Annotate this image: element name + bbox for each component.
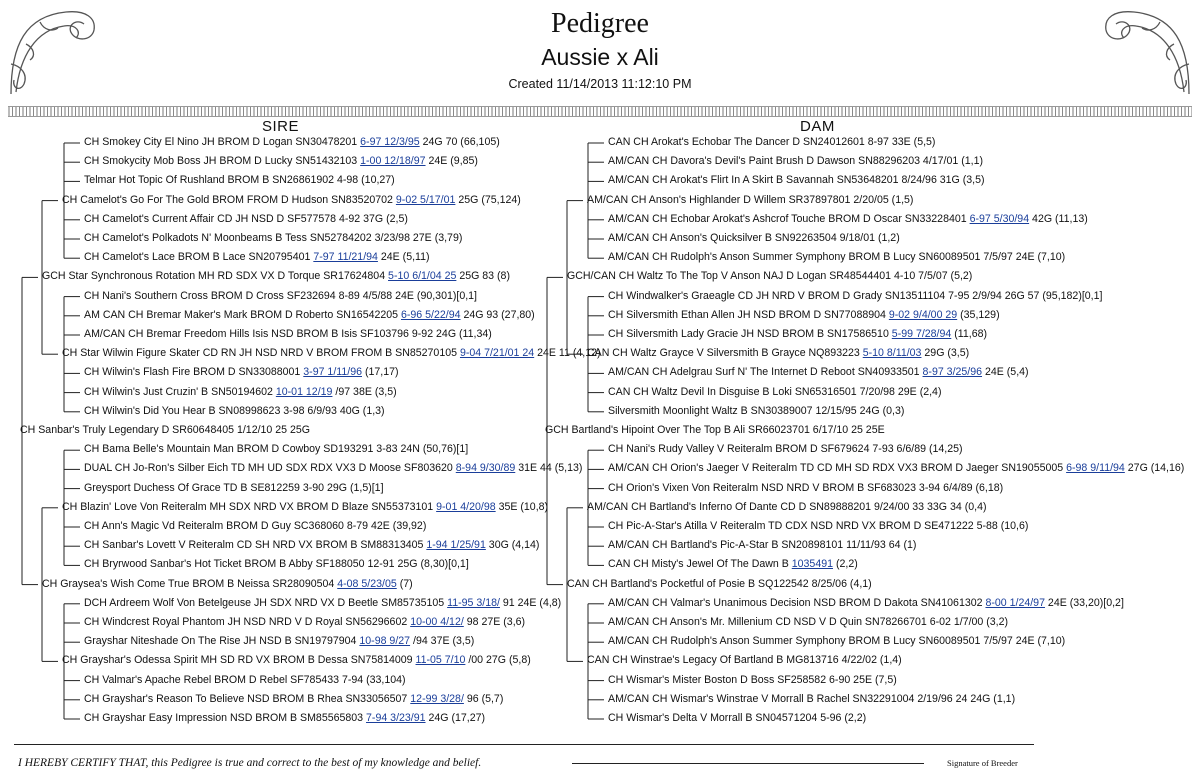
ancestor-name: AM/CAN CH Wismar's Winstrae V Morrall B Rachel SN32291004 2/19/96 24 24G (1,1) [608, 692, 1016, 705]
ancestor-name: CAN CH Arokat's Echobar The Dancer D SN24012601 8-97 33E (5,5) [608, 136, 936, 148]
ancestor-link[interactable]: 8-94 9/30/89 [455, 462, 516, 475]
ancestor-name: AM/CAN CH Echobar Arokat's Ashcrof Touche BROM D Oscar SN33228401 [608, 212, 967, 225]
ancestor-name: CAN CH Misty's Jewel Of The Dawn B [608, 558, 789, 571]
certification-statement: I HEREBY CERTIFY THAT, this Pedigree is true and correct to the best of my knowledge and belief. [18, 757, 482, 769]
ancestor-link[interactable]: 1035491 [791, 558, 833, 571]
sire-ancestor [84, 174, 395, 187]
ancestor-name: CH Camelot's Go For The Gold BROM FROM D Hudson SN83520702 [62, 193, 393, 206]
ancestor-link[interactable]: 9-02 9/4/00 29 [888, 308, 958, 321]
ancestor-name: CH Nani's Rudy Valley V Reiteralm BROM D SF679624 7-93 6/6/89 (14,25) [608, 443, 963, 456]
ancestor-details: /94 37E (3,5) [413, 635, 475, 648]
dam-ancestor [608, 616, 1008, 629]
ancestor-name: CH Smokey City El Nino JH BROM D Logan SN30478201 [84, 136, 358, 148]
sire-ancestor [84, 155, 478, 168]
ancestor-name: AM/CAN CH Orion's Jaeger V Reiteralm TD CD MH SD RDX VX3 BROM D Jaeger SN19055005 [608, 462, 1064, 475]
dam-ancestor [608, 155, 983, 168]
sire-ancestor [84, 635, 474, 648]
sire-ancestor [84, 712, 485, 725]
sire-ancestor [62, 501, 548, 514]
ancestor-name: CAN CH Bartland's Pocketful of Posie B SQ122542 8/25/06 (4,1) [567, 577, 872, 590]
dam-ancestor [587, 347, 969, 360]
ancestor-details: 30G (4,14) [488, 539, 540, 552]
ancestor-details: 91 24E (4,8) [502, 596, 562, 609]
ancestor-name: CH Orion's Vixen Von Reiteralm NSD NRD V BROM B SF683023 3-94 6/4/89 (6,18) [608, 481, 1004, 494]
dam-ancestor [608, 290, 1102, 303]
ancestor-details: 25G 83 (8) [459, 270, 510, 283]
ancestor-name: CH Wilwin's Just Cruzin' B SN50194602 [84, 385, 273, 398]
sire-ancestor [84, 136, 500, 149]
ancestor-details: 35E (10,8) [498, 500, 549, 513]
ancestor-link[interactable]: 6-97 12/3/95 [360, 136, 420, 148]
sire-ancestor [84, 443, 468, 456]
ancestor-name: CH Silversmith Ethan Allen JH NSD BROM D SN77088904 [608, 308, 886, 321]
ancestor-name: AM/CAN CH Arokat's Flirt In A Skirt B Savannah SN53648201 8/24/96 31G (3,5) [608, 174, 985, 187]
dam-ancestor [608, 597, 1124, 610]
dam-ancestor [608, 366, 1029, 379]
dam-ancestor [587, 654, 902, 667]
ancestor-name: Silversmith Moonlight Waltz B SN30389007 12/15/95 24G (0,3) [608, 404, 905, 417]
ancestor-details: (2,2) [835, 558, 858, 571]
ancestor-name: CH Camelot's Polkadots N' Moonbeams B Tess SN52784202 3/23/98 27E (3,79) [84, 232, 463, 244]
sire-ancestor [84, 597, 561, 610]
footer-rule [14, 744, 1034, 745]
ancestor-link[interactable]: 12-99 3/28/ [410, 692, 464, 705]
ancestor-link[interactable]: 3-97 1/11/96 [303, 366, 362, 379]
dam-ancestor [587, 501, 987, 514]
ancestor-name: CH Bama Belle's Mountain Man BROM D Cowboy SD193291 3-83 24N (50,76)[1] [84, 443, 469, 456]
ancestor-name: DCH Ardreem Wolf Von Betelgeuse JH SDX NRD VX D Beetle SM85735105 [84, 596, 445, 609]
dam-ancestor [608, 520, 1028, 533]
ancestor-name: AM/CAN CH Anson's Highlander D Willem SR37897801 2/20/05 (1,5) [587, 193, 914, 206]
ancestor-link[interactable]: 9-04 7/21/01 24 [459, 347, 535, 360]
ancestor-name: GCH Bartland's Hipoint Over The Top B Ali SR66023701 6/17/10 25 25E [545, 424, 885, 436]
signature-label: Signature of Breeder [947, 758, 1018, 768]
dam-ancestor [545, 424, 885, 437]
ancestor-link[interactable]: 7-94 3/23/91 [366, 712, 426, 724]
sire-ancestor [84, 539, 539, 552]
ancestor-name: CH Grayshar Easy Impression NSD BROM B SM85565803 [84, 712, 364, 724]
ancestor-details: 24E (9,85) [428, 155, 478, 168]
ancestor-link[interactable]: 9-02 5/17/01 [395, 193, 456, 206]
sire-ancestor [84, 213, 408, 226]
dam-ancestor [608, 443, 963, 456]
sire-ancestor [84, 482, 384, 495]
pedigree-subtitle: Aussie x Ali [541, 44, 659, 70]
created-timestamp: Created 11/14/2013 11:12:10 PM [508, 77, 692, 91]
dam-ancestor [608, 232, 900, 245]
ancestor-name: AM CAN CH Bremar Maker's Mark BROM D Roberto SN16542205 [84, 308, 399, 321]
ancestor-name: CH Ann's Magic Vd Reiteralm BROM D Guy SC368060 8-79 42E (39,92) [84, 520, 427, 532]
ancestor-details: (35,129) [960, 308, 1000, 321]
dam-ancestor [608, 558, 858, 571]
ancestor-name: CH Sanbar's Truly Legendary D SR60648405 1/12/10 25 25G [20, 424, 311, 436]
ancestor-link[interactable]: 11-95 3/18/ [447, 596, 500, 609]
ancestor-name: Telmar Hot Topic Of Rushland BROM B SN26861902 4-98 (10,27) [84, 174, 395, 187]
ancestor-name: CH Wilwin's Did You Hear B SN08998623 3-98 6/9/93 40G (1,3) [84, 404, 385, 417]
sire-ancestor [62, 347, 601, 360]
ancestor-link[interactable]: 11-05 7/10 [415, 654, 466, 667]
ancestor-details: 31E 44 (5,13) [518, 462, 583, 475]
ancestor-details: 42G (11,13) [1032, 212, 1088, 225]
ancestor-details: 24E (5,4) [984, 366, 1029, 379]
ancestor-name: AM/CAN CH Bartland's Pic-A-Star B SN20898101 11/11/93 64 (1) [608, 539, 917, 552]
ancestor-name: GCH/CAN CH Waltz To The Top V Anson NAJ D Logan SR48544401 4-10 7/5/07 (5,2) [567, 270, 973, 283]
sire-ancestor [84, 290, 477, 303]
dam-ancestor [567, 270, 972, 283]
ancestor-name: CH Silversmith Lady Gracie JH NSD BROM B SN17586510 [608, 328, 889, 340]
dam-ancestor [608, 405, 904, 418]
ancestor-link[interactable]: 8-97 3/25/96 [922, 366, 983, 379]
dam-ancestor [608, 712, 866, 725]
ancestor-link[interactable]: 6-97 5/30/94 [969, 212, 1030, 225]
dam-ancestor [608, 136, 935, 149]
ancestor-name: DUAL CH Jo-Ron's Silber Eich TD MH UD SDX RDX VX3 D Moose SF803620 [84, 462, 453, 475]
ancestor-link[interactable]: 10-00 4/12/ [410, 616, 464, 628]
dam-ancestor [608, 539, 916, 552]
ancestor-details: 24G 93 (27,80) [463, 308, 535, 321]
sire-ancestor [20, 424, 310, 437]
ancestor-details: 29G (3,5) [924, 347, 970, 360]
sire-ancestor [84, 405, 385, 418]
ancestor-details: 24E (5,11) [380, 251, 430, 264]
sire-ancestor [42, 270, 510, 283]
ancestor-name: CH Grayshar's Odessa Spirit MH SD RD VX BROM B Dessa SN75814009 [62, 654, 413, 667]
sire-ancestor [84, 366, 399, 379]
ancestor-name: AM/CAN CH Bremar Freedom Hills Isis NSD BROM B Isis SF103796 9-92 24G (11,34) [84, 328, 492, 340]
ancestor-name: CH Valmar's Apache Rebel BROM D Rebel SF785433 7-94 (33,104) [84, 673, 406, 686]
sire-ancestor [84, 693, 503, 706]
ancestor-details: 24G (17,27) [428, 712, 486, 724]
ancestor-link[interactable]: 8-00 1/24/97 [985, 596, 1045, 609]
ancestor-details: 24G 70 (66,105) [422, 136, 500, 148]
ancestor-link[interactable]: 4-08 5/23/05 [337, 577, 397, 590]
page-title: Pedigree [551, 8, 649, 39]
ancestor-name: CH Bryrwood Sanbar's Hot Ticket BROM B Abby SF188050 12-91 25G (8,30)[0,1] [84, 558, 469, 571]
ancestor-name: AM/CAN CH Anson's Mr. Millenium CD NSD V D Quin SN78266701 6-02 1/7/00 (3,2) [608, 616, 1009, 628]
ancestor-link[interactable]: 1-94 1/25/91 [426, 539, 486, 552]
ancestor-link[interactable]: 1-00 12/18/97 [360, 155, 426, 168]
ancestor-details: 24E (33,20)[0,2] [1047, 596, 1124, 609]
ancestor-details: (7) [399, 577, 413, 590]
ancestor-name: AM/CAN CH Rudolph's Anson Summer Symphony BROM B Lucy SN60089501 7/5/97 24E (7,10) [608, 251, 1066, 264]
ancestor-name: AM/CAN CH Anson's Quicksilver B SN92263504 9/18/01 (1,2) [608, 232, 900, 244]
ancestor-name: AM/CAN CH Bartland's Inferno Of Dante CD D SN89888201 9/24/00 33 33G 34 (0,4) [587, 500, 987, 513]
sire-ancestor [84, 309, 535, 322]
ancestor-name: CH Camelot's Current Affair CD JH NSD D SF577578 4-92 37G (2,5) [84, 212, 408, 225]
sire-ancestor [84, 328, 492, 341]
ancestor-name: CH Wismar's Mister Boston D Boss SF258582 6-90 25E (7,5) [608, 673, 897, 686]
dam-ancestor [587, 194, 913, 207]
sire-column-heading: SIRE [262, 118, 300, 135]
dam-ancestor [608, 174, 985, 187]
ancestor-link[interactable]: 10-98 9/27 [359, 635, 411, 648]
ancestor-link[interactable]: 7-97 11/21/94 [313, 251, 378, 264]
ancestor-name: CH Grayshar's Reason To Believe NSD BROM B Rhea SN33056507 [84, 692, 408, 705]
ancestor-name: CAN CH Winstrae's Legacy Of Bartland B MG813716 4/22/02 (1,4) [587, 654, 902, 667]
dam-column-heading: DAM [800, 118, 835, 135]
sire-ancestor [84, 251, 430, 264]
dam-ancestor [608, 213, 1088, 226]
ancestor-details: 24E 11 (4,12) [537, 347, 601, 360]
ancestor-name: CH Sanbar's Lovett V Reiteralm CD SH NRD VX BROM B SM88313405 [84, 539, 424, 552]
sire-ancestor [84, 674, 406, 687]
ancestor-name: CH Windcrest Royal Phantom JH NSD NRD V D Royal SN56296602 [84, 616, 408, 628]
ancestor-name: CH Nani's Southern Cross BROM D Cross SF232694 8-89 4/5/88 24E (90,301)[0,1] [84, 289, 478, 302]
ancestor-name: CH Wilwin's Flash Fire BROM D SN33088001 [84, 366, 301, 379]
ancestor-link[interactable]: 5-10 8/11/03 [862, 347, 922, 360]
dam-ancestor [608, 251, 1065, 264]
ancestor-details: (11,68) [954, 328, 988, 340]
ancestor-name: AM/CAN CH Adelgrau Surf N' The Internet D Reboot SN40933501 [608, 366, 920, 379]
ancestor-details: (17,17) [364, 366, 399, 379]
sire-ancestor [84, 558, 469, 571]
ancestor-name: CAN CH Waltz Grayce V Silversmith B Grayce NQ893223 [587, 347, 860, 360]
dam-ancestor [608, 386, 941, 399]
ancestor-name: CH Star Wilwin Figure Skater CD RN JH NSD NRD V BROM FROM B SN85270105 [62, 347, 457, 360]
ancestor-details: 98 27E (3,6) [466, 616, 526, 628]
ancestor-details: /97 38E (3,5) [335, 385, 397, 398]
sire-ancestor [62, 654, 531, 667]
ancestor-link[interactable]: 5-99 7/28/94 [891, 328, 952, 340]
sire-ancestor [84, 462, 582, 475]
ancestor-name: Greysport Duchess Of Grace TD B SE812259 3-90 29G (1,5)[1] [84, 481, 384, 494]
dam-ancestor [608, 462, 1184, 475]
ancestor-name: CAN CH Waltz Devil In Disguise B Loki SN65316501 7/20/98 29E (2,4) [608, 385, 942, 398]
ancestor-name: CH Pic-A-Star's Atilla V Reiteralm TD CDX NSD NRD VX BROM D SE471222 5-88 (10,6) [608, 520, 1029, 532]
ancestor-name: CH Graysea's Wish Come True BROM B Neissa SR28090504 [42, 577, 335, 590]
dam-ancestor [608, 693, 1015, 706]
ancestor-name: CH Blazin' Love Von Reiteralm MH SDX NRD VX BROM D Blaze SN55373101 [62, 500, 434, 513]
dam-ancestor [608, 309, 1000, 322]
ancestor-link[interactable]: 5-10 6/1/04 25 [388, 270, 457, 283]
sire-ancestor [84, 520, 426, 533]
ancestor-link[interactable]: 9-01 4/20/98 [436, 500, 496, 513]
ancestor-link[interactable]: 6-96 5/22/94 [401, 308, 461, 321]
ancestor-name: CH Smokycity Mob Boss JH BROM D Lucky SN51432103 [84, 155, 358, 168]
ancestor-details: /00 27G (5,8) [468, 654, 531, 667]
dam-ancestor [608, 674, 897, 687]
ancestor-details: 25G (75,124) [458, 193, 521, 206]
dam-ancestor [608, 328, 987, 341]
dam-ancestor [608, 482, 1003, 495]
sire-ancestor [42, 578, 413, 591]
ancestor-name: AM/CAN CH Rudolph's Anson Summer Symphony BROM B Lucy SN60089501 7/5/97 24E (7,10) [608, 635, 1066, 648]
ancestor-link[interactable]: 6-98 9/11/94 [1066, 462, 1125, 475]
ancestor-name: CH Wismar's Delta V Morrall B SN04571204 5-96 (2,2) [608, 712, 867, 724]
sire-ancestor [62, 194, 521, 207]
dam-ancestor [567, 578, 872, 591]
ancestor-name: AM/CAN CH Davora's Devil's Paint Brush D Dawson SN88296203 4/17/01 (1,1) [608, 155, 983, 168]
sire-ancestor [84, 386, 397, 399]
sire-ancestor [84, 232, 462, 245]
ancestor-name: CH Windwalker's Graeagle CD JH NRD V BROM D Grady SN13511104 7-95 2/9/94 26G 57 (95,182)[0,1] [608, 289, 1103, 302]
ancestor-details: 27G (14,16) [1127, 462, 1185, 475]
ancestor-name: CH Camelot's Lace BROM B Lace SN20795401 [84, 251, 311, 264]
ancestor-name: GCH Star Synchronous Rotation MH RD SDX VX D Torque SR17624804 [42, 270, 386, 283]
ancestor-link[interactable]: 10-01 12/19 [275, 385, 333, 398]
dam-ancestor [608, 635, 1065, 648]
ancestor-details: 96 (5,7) [466, 692, 504, 705]
sire-ancestor [84, 616, 525, 629]
ancestor-name: Grayshar Niteshade On The Rise JH NSD B SN19797904 [84, 635, 357, 648]
signature-line [572, 763, 924, 764]
ancestor-name: AM/CAN CH Valmar's Unanimous Decision NSD BROM D Dakota SN41061302 [608, 596, 983, 609]
